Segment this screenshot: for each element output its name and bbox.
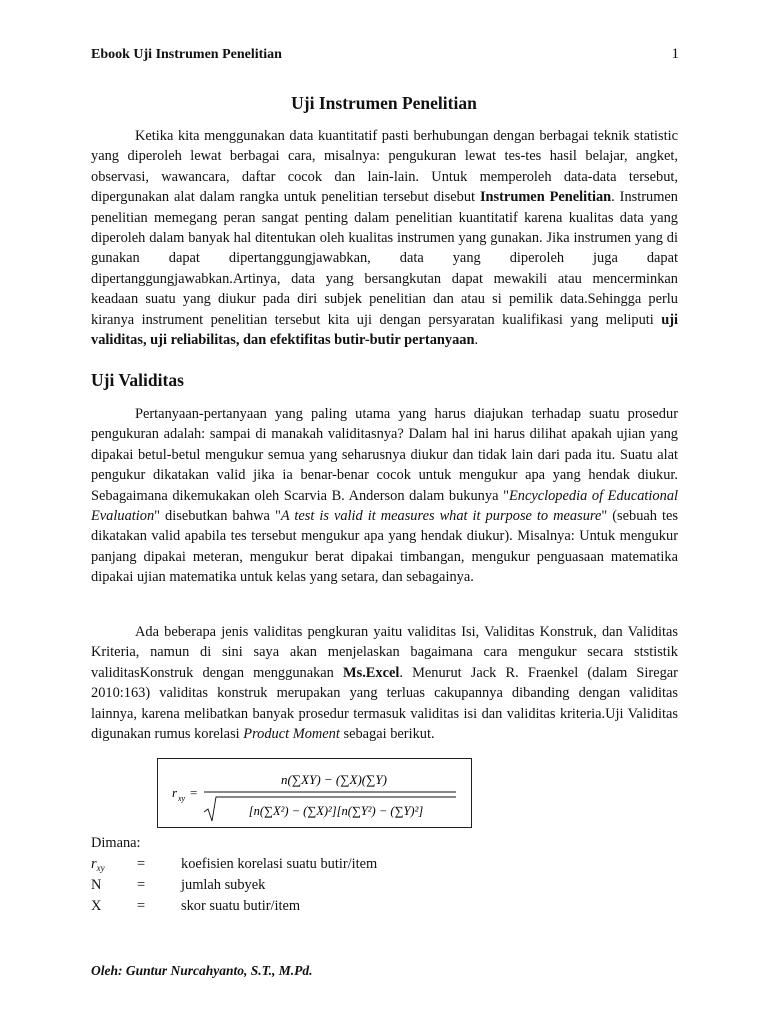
intro-bold-tests: uji validitas, uji reliabilitas, dan efektifitas butir-butir pertanyaan: [91, 311, 678, 349]
validity-text-2: " disebutkan bahwa ": [154, 508, 281, 525]
types-text-2: . Menurut Jack R. Fraenkel (dalam Siregar 2010:163) validitas konstruk merupakan yang terluas cakupannya dibanding dengan validitas lainnya, karena melibatkan banyak prosedur termasuk validitas isi dan validitas kriteria.Uji Validitas digunakan rumus korelasi: [91, 664, 678, 743]
formula-equals: =: [190, 785, 198, 800]
validity-paragraph: [91, 404, 678, 588]
formula-r: r: [172, 785, 178, 800]
intro-text-2: . Instrumen penelitian memegang peran sangat penting dalam penelitian kuantitatif karena kualitas data yang diperoleh dalam banyak hal ditentukan oleh kualitas instrumen yang gunakan. Jika instrumen yang di gunakan dapat dipertanggungjawabkan, data yang diperoleh juga dapat dipertanggungjawabkan.Artinya, data yang bersangkutan dapat mewakili atau mencerminkan keadaan suatu yang diukur pada diri subjek penelitian dan atau si pemilik data.Sehingga perlu kiranya instrument penelitian tersebut kita uji dengan persyaratan kualifikasi yang meliputi: [91, 189, 678, 328]
types-italic-product-moment: Product Moment: [243, 726, 340, 743]
document-title: Uji Instrumen Penelitian: [291, 93, 477, 113]
intro-bold-term: Instrumen Penelitian: [479, 189, 612, 206]
intro-text-1: Ketika kita menggunakan data kuantitatif pasti berhubungan dengan berbagai teknik statistic yang diperoleh lewat berbagai cara, misalnya: pengukuran lewat tes-tes hasil belajar, angket, observasi, wawancara, daftar cocok dan lain-lain. Untuk memperoleh data-data tersebut, dipergunakan alat dalam rangka untuk penelitian tersebut disebut: [91, 128, 678, 206]
dimana-label: Dimana:: [91, 835, 141, 851]
formula-denominator: [n(∑X²) − (∑X)²][n(∑Y²) − (∑Y)²]: [248, 804, 424, 818]
definition-row: [91, 877, 491, 898]
header-book-title: Ebook Uji Instrumen Penelitian: [91, 47, 282, 62]
definition-row: [91, 898, 491, 919]
types-text-1: Ada beberapa jenis validitas pengkuran yaitu validitas Isi, Validitas Konstruk, dan Validitas Kriteria, namun di sini saya akan menjelaskan bagaimana cara mengukur secara ststistik validitasKonstruk dengan menggunakan: [91, 624, 678, 681]
intro-paragraph: [91, 126, 678, 350]
section-heading: Uji Validitas: [91, 370, 184, 390]
definition-equals: =: [137, 856, 146, 872]
definition-symbol: N: [91, 876, 102, 893]
formula-numerator: n(∑XY) − (∑X)(∑Y): [281, 772, 387, 787]
validity-book-title: Encyclopedia of Educational Evaluation: [91, 487, 679, 525]
definition-symbol: X: [91, 897, 102, 914]
validity-quote: A test is valid it measures what it purpose to measure: [280, 508, 602, 525]
definition-equals: =: [137, 876, 146, 893]
definition-row: [91, 856, 491, 877]
correlation-formula: [157, 758, 472, 828]
formula-r-sub: xy: [178, 794, 186, 803]
footer-author: Oleh: Guntur Nurcahyanto, S.T., M.Pd.: [91, 963, 313, 978]
definition-equals: =: [137, 897, 146, 914]
definition-text: skor suatu butir/item: [181, 897, 301, 914]
definitions-list: [91, 856, 491, 918]
header-page-number: 1: [671, 46, 679, 62]
definition-text: koefisien korelasi suatu butir/item: [181, 856, 378, 872]
definition-symbol: $r_{xy}$: [91, 856, 105, 873]
intro-text-3: .: [474, 332, 479, 349]
types-bold-excel: Ms.Excel: [343, 664, 400, 681]
validity-text-3: " (sebuah tes dikatakan valid apabila tes tersebut mengukur apa yang hendak diukur). Misalnya: Untuk mengukur panjang dipakai meteran, mengukur berat dipakai timbangan, mengukur penguasaan matematika dipakai ujian matematika untuk kelas yang setara, dan sebagainya.: [91, 508, 678, 586]
types-paragraph: [91, 622, 678, 744]
definition-text: jumlah subyek: [181, 876, 266, 893]
types-text-3: sebagai berikut.: [339, 726, 435, 743]
validity-text-1: Pertanyaan-pertanyaan yang paling utama yang harus diajukan terhadap suatu prosedur pengukuran adalah: sampai di manakah validitasnya? Dalam hal ini harus dilihat apakah ujian yang dipakai betul-betul mengukur semua yang seharusnya diukur dan tidak lain dari pada itu. Suatu alat pengukur dikatakan valid jika ia benar-benar cocok untuk mengukur apa yang hendak diukur. Sebagaimana dikemukakan oleh Scarvia B. Anderson dalam bukunya ": [91, 406, 678, 504]
